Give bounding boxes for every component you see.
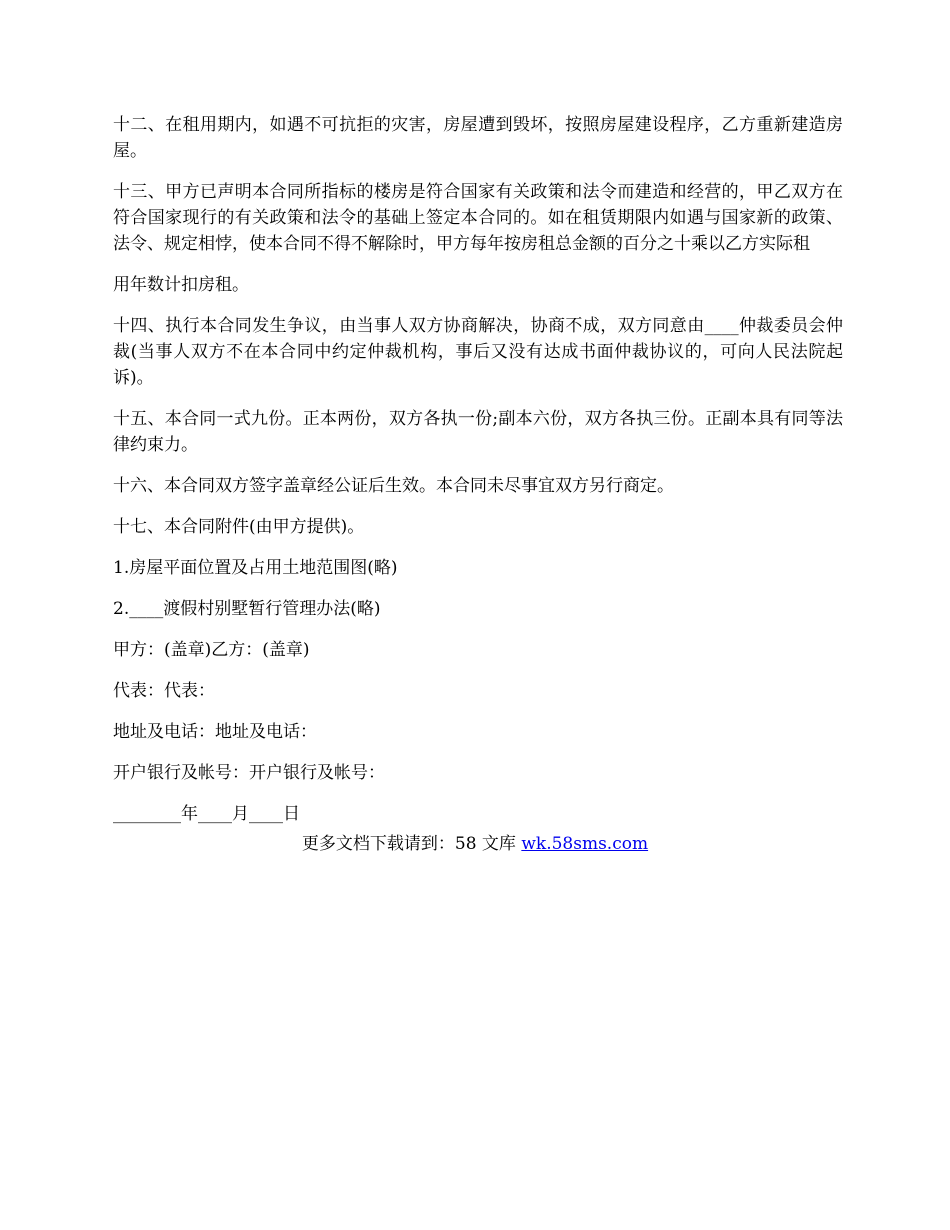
address-phone-line: 地址及电话：地址及电话： [113, 722, 317, 742]
bank-account-line: 开户银行及帐号：开户银行及帐号： [113, 763, 385, 783]
clause-12: 十二、在租用期内，如遇不可抗拒的灾害，房屋遭到毁坏，按照房屋建设程序，乙方重新建造房屋。 [113, 115, 843, 161]
clause-14: 十四、执行本合同发生争议，由当事人双方协商解决，协商不成，双方同意由____仲裁委员会仲裁(当事人双方不在本合同中约定仲裁机构，事后又没有达成书面仲裁协议的，可向人民法院起诉)。 [113, 316, 843, 388]
footer-prefix: 更多文档下载请到：58 文库 [301, 834, 522, 854]
document-body [113, 112, 843, 842]
clause-17: 十七、本合同附件(由甲方提供)。 [113, 517, 365, 537]
clause-13-continued: 用年数计扣房租。 [113, 275, 249, 295]
attachment-2: 2.____渡假村别墅暂行管理办法(略) [113, 599, 381, 619]
clause-15: 十五、本合同一式九份。正本两份，双方各执一份;副本六份，双方各执三份。正副本具有同等法律约束力。 [113, 409, 843, 455]
clause-13: 十三、甲方已声明本合同所指标的楼房是符合国家有关政策和法令而建造和经营的，甲乙双方在符合国家现行的有关政策和法令的基础上签定本合同的。如在租赁期限内如遇与国家新的政策、法令、规定相悖，使本合同不得不解除时，甲方每年按房租总金额的百分之十乘以乙方实际租 [113, 182, 843, 254]
attachment-1: 1.房屋平面位置及占用土地范围图(略) [113, 558, 398, 578]
representatives-line: 代表：代表： [113, 681, 215, 701]
signature-parties: 甲方：(盖章)乙方：(盖章) [113, 640, 310, 660]
footer-link[interactable]: wk.58sms.com [521, 834, 649, 854]
date-line: ________年____月____日 [113, 804, 300, 824]
clause-16: 十六、本合同双方签字盖章经公证后生效。本合同未尽事宜双方另行商定。 [113, 476, 674, 496]
download-footer [0, 831, 950, 857]
